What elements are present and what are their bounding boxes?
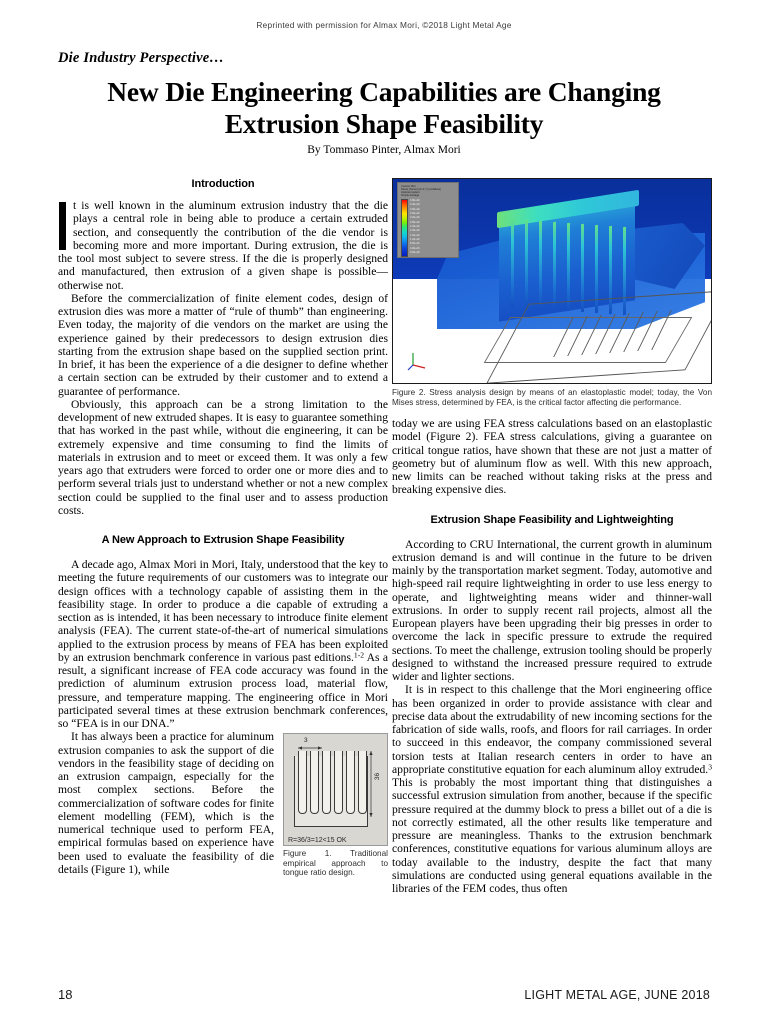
article-byline: By Tommaso Pinter, Almax Mori [307, 144, 461, 156]
drop-cap-letter [59, 202, 66, 250]
reprint-notice: Reprinted with permission for Almax Mori, ©2018 Light Metal Age [256, 20, 512, 30]
fea-tongue-fin [567, 223, 570, 311]
fea-tongue-fin [525, 220, 528, 308]
legend-tick: 3.6E+02 [410, 211, 420, 215]
paragraph-intro: t is well known in the aluminum extrusion industry that the die plays a central role in being able to produce a certain extruded section, and consequently the contribution of the die vendor is becoming more and more important. During extrusion, the die is the tool most subject to severe stress. If the die is properly designed and manufactured, then extrusion of a given shape is possible—otherwise not. [58, 199, 388, 292]
legend-tick: 4.4E+02 [410, 203, 420, 207]
axis-triad-icon [407, 349, 429, 371]
tongue-fin [310, 751, 319, 814]
legend-title-line: Simple Average [401, 194, 420, 198]
tongue-fin [334, 751, 343, 814]
heading-introduction: Introduction [191, 178, 255, 190]
figure-1 [283, 733, 388, 877]
figure-2-image [392, 178, 712, 384]
tongue-ratio-drawing [291, 739, 380, 835]
paragraph-right-3-text-a: It is in respect to this challenge that the Mori engineering office has been organized in order to provide assistance with clear and precise data about the extrudability of new incoming sections for the fabrication of side walls, roofs, and floors for rail carriages. In order to succeed in this endeavor, the company commissioned several torsion tests at Italian research centers in order to have an appropriate constitutive equation for each aluminum alloy extruded. [392, 683, 712, 776]
legend-colorbar [401, 199, 408, 257]
dimension-arrow-top [297, 739, 323, 751]
paragraph-right-2: According to CRU International, the current growth in aluminum extrusion demand is and will continue in the future to be driven mainly by the transportation market segment. Today, automotive and high-speed rail require lightweighting in order to use less energy to operate, and lightweighting means wider and thinner-wall extrusions. In order to supply recent rail projects, almost all the European players have been upgrading their big presses in order to overcome the lack in specific pressure to extrude the required sections. To meet the challenge, extrusion tooling should be properly designed to withstand the increased pressure required to extrude wider and lighter sections. [392, 537, 712, 684]
dimension-label-top: 3 [304, 737, 308, 745]
right-column [392, 178, 712, 895]
fea-contour-legend [397, 182, 459, 258]
figure-1-caption: Figure 1. Traditional empirical approach to tongue ratio design. [283, 849, 388, 878]
legend-title-line: Stress (Tensor) (Z-X,Y) (vonMises) [401, 188, 442, 192]
legend-scale [401, 199, 456, 257]
reference-marker-1-2: 1-2 [353, 650, 365, 660]
legend-tick: 0.0E+00 [410, 251, 420, 255]
paragraph-left-4 [58, 558, 388, 730]
legend-tick: 2.8E+02 [410, 220, 420, 224]
legend-tick: 4.0E+01 [410, 246, 420, 250]
running-footer: LIGHT METAL AGE, JUNE 2018 [524, 988, 710, 1002]
tongue-fin [322, 751, 331, 814]
heading-lightweighting: Extrusion Shape Feasibility and Lightweighting [430, 513, 674, 526]
tongue-fin [298, 751, 307, 814]
legend-tick: 1.6E+02 [410, 233, 420, 237]
paragraph-right-3-text-b: This is probably the most important thing that distinguishes a successful extrusion simulation from another, because if the specific pressure required at the dummy block to press a billet out of a die is not correctly estimated, all the other results like temperature and pressure are meaningless. Thanks to the extrusion benchmark conferences, constitutive equations for various aluminum alloys are today available to the industry, despite the fact that many simulations are conducted using general equations available in the libraries of the FEM codes, thus often [392, 776, 712, 896]
reference-marker-3: 3 [708, 762, 712, 772]
legend-tick: 4.8E+02 [410, 198, 420, 202]
paragraph-right-1: today we are using FEA stress calculations based on an elastoplastic model (Figure 2). FEA stress calculations, giving a guarantee on critical tongue ratios, have shown that these are not just a matter of geometry but of aluminum flow as well. With this new approach, new limits can be reached without taking risks at the press and breaking expensive dies. [392, 417, 712, 497]
fea-tongue-fin [553, 222, 556, 310]
legend-tick: 2.0E+02 [410, 229, 420, 233]
heading-new-approach: A New Approach to Extrusion Shape Feasibility [101, 534, 345, 546]
figure-1-image [283, 733, 388, 846]
paragraph-right-3 [392, 683, 712, 895]
legend-tick: 3.2E+02 [410, 216, 420, 220]
left-column [58, 178, 388, 879]
legend-tick-list [410, 199, 420, 255]
paragraph-left-3: Obviously, this approach can be a strong limitation to the development of new extruded shapes. It is easy to guarantee something that has worked in the past while, without die engineering, it can be extremely expensive and time consuming to find the limits of materials in extrusion and to meet or exceed them. It was only a few years ago that extruders were forced to order one or more dies and to perform several trials just to understand whether or not a new complex section could be supplied to the final user and to assess production costs. [58, 397, 389, 517]
figure-2-caption: Figure 2. Stress analysis design by means of an elastoplastic model; today, the Von Mises stress, determined by FEA, is the critical factor affecting die performance. [392, 388, 712, 407]
tongue-ratio-formula: R=36/3=12<15 OK [288, 837, 347, 845]
article-headline: New Die Engineering Capabilities are Changing Extrusion Shape Feasibility [107, 76, 661, 139]
fea-tongue-fin [511, 219, 514, 307]
page-number: 18 [58, 987, 73, 1002]
legend-tick: 8.0E+01 [410, 242, 420, 246]
intro-paragraph-block [58, 199, 388, 292]
legend-title-line: Analysis system [401, 191, 420, 195]
dimension-label-right: 36 [373, 773, 381, 781]
paragraph-left-5: It has always been a practice for aluminum extrusion companies to ask the support of die vendors in the feasibility stage of deciding on an extrusion campaign, especially for the most complex sections. Before the commercialization of software codes for finite element modelling (FEM), which is the numerical technique used to perform FEA, empirical formulas based on experience have been used to evaluate the feasibility of die details (Figure 1), while [58, 730, 274, 876]
legend-tick: 4.0E+02 [410, 207, 420, 211]
section-kicker: Die Industry Perspective… [58, 50, 225, 66]
legend-title-line: Contour Plot [401, 185, 416, 188]
paragraph-left-4-text-a: A decade ago, Almax Mori in Mori, Italy, understood that the key to meeting the future requirements of our customers was to integrate our design offices with a technology capable of assisting them in the feasibility stage. In order to produce a die capable of extruding a section as is intended, it has been necessary to introduce finite element analysis (FEA). The current state-of-the-art of numerical simulations applied to the extrusion process by means of FEA has been exploited by an extrusion benchmark conference in various past editions. [58, 558, 388, 664]
dimension-arrow-right [366, 749, 376, 819]
legend-tick: 2.4E+02 [410, 225, 420, 229]
paragraph-left-4-text-b: As a result, a significant increase of FEA code accuracy was found in the prediction of aluminum extrusion process load, material flow, pressure, and temperature mapping. The engineering office in Mori participated several times at these extrusion benchmark conferences, so “FEA is in our DNA.” [58, 650, 389, 730]
paragraph-left-2: Before the commercialization of finite element codes, design of extrusion dies was more a matter of “rule of thumb” than engineering. Even today, the majority of die vendors on the market are using the experience gained by their predecessors to design extrusion dies starting from the extrusion shape based on the supplied section print. In brief, it has been the experience of a die designer to define whether a certain section can be extruded by their customer and to extend a guarantee of performance. [58, 291, 388, 398]
fea-tongue-fin [539, 221, 542, 309]
tongue-fin [346, 751, 355, 814]
figure-2 [392, 178, 712, 407]
legend-tick: 1.2E+02 [410, 238, 420, 242]
